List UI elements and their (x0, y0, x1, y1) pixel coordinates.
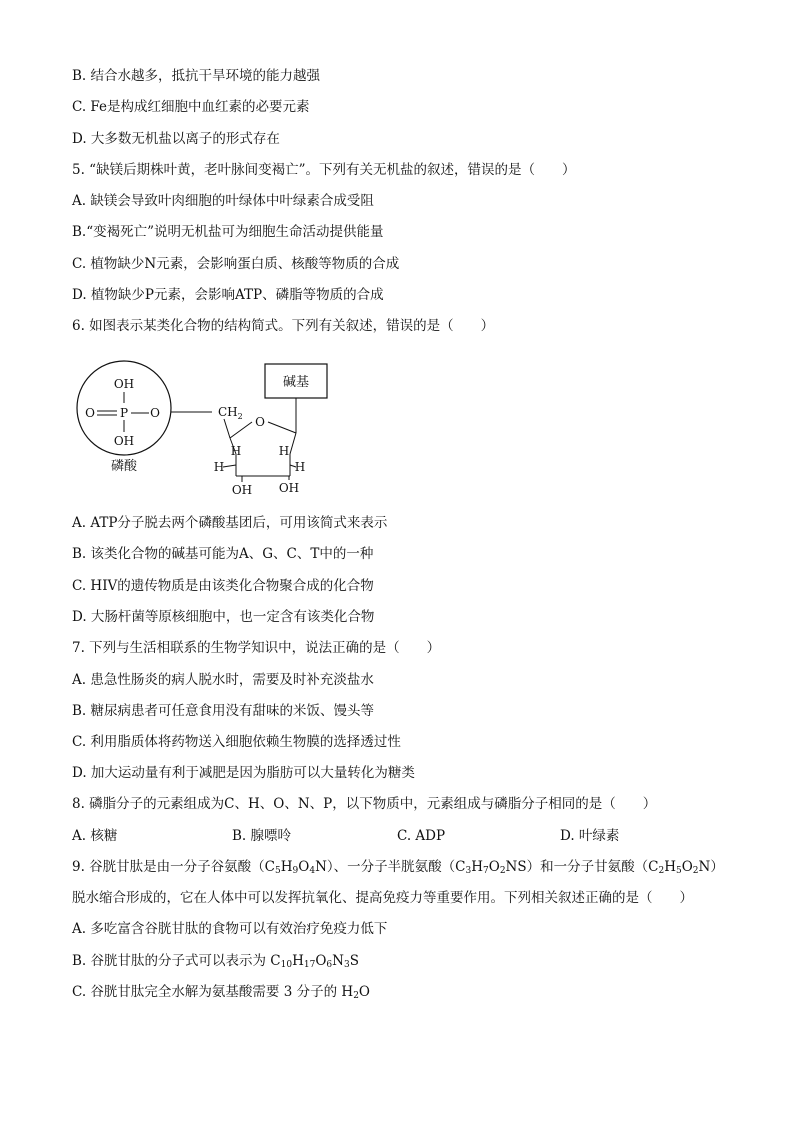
phosphate-oh-top: OH (113, 377, 135, 391)
water-formula: $H_2O$ (341, 984, 370, 1001)
q6-stem: 6. 如图表示某类化合物的结构简式。下列有关叙述，错误的是（ ） (72, 318, 495, 334)
q6-option-c: C. HIV的遗传物质是由该类化合物聚合成的化合物 (72, 578, 374, 594)
ch2-label: $CH_2$ (218, 405, 243, 421)
q9-stem-line1: 9. 谷胱甘肽是由一分子谷氨酸$(C_5H_9O_4N)$、一分子半胱氨酸$(C_3H_7O_2NS)$和一分子甘氨酸$(C_2H_5O_2N)$ (72, 859, 724, 876)
phosphate-caption: 磷酸 (110, 459, 138, 474)
q4-option-d: D. 大多数无机盐以离子的形式存在 (72, 131, 280, 147)
glutamate-formula: $C_5H_9O_4N$ (264, 859, 327, 876)
q6-option-a: A. ATP分子脱去两个磷酸基团后，可用该简式来表示 (72, 515, 388, 531)
q5-option-b: B.“变褐死亡”说明无机盐可为细胞生命活动提供能量 (72, 224, 384, 240)
q8-option-c: C. ADP (397, 828, 446, 844)
q5-stem: 5. “缺镁后期株叶黄，老叶脉间变褐亡”。下列有关无机盐的叙述，错误的是（ ） (72, 162, 576, 178)
phosphate-o-right: O (150, 406, 160, 420)
q5-option-c: C. 植物缺少N元素，会影响蛋白质、核酸等物质的合成 (72, 256, 400, 272)
q4-option-b: B. 结合水越多，抵抗干旱环境的能力越强 (72, 68, 321, 84)
q8-option-a: A. 核糖 (72, 828, 118, 844)
h-right-upper: H (278, 444, 290, 458)
oh-left: OH (231, 483, 253, 497)
q7-option-c: C. 利用脂质体将药物送入细胞依赖生物膜的选择透过性 (72, 734, 401, 750)
phosphate-p: P (119, 406, 129, 420)
h-right-lower: H (294, 460, 306, 474)
q4-option-c: C. Fe是构成红细胞中血红素的必要元素 (72, 99, 310, 115)
q7-option-b: B. 糖尿病患者可任意食用没有甜味的米饭、馒头等 (72, 703, 375, 719)
q7-stem: 7. 下列与生活相联系的生物学知识中，说法正确的是（ ） (72, 640, 441, 656)
base-label: 碱基 (282, 375, 310, 390)
q9-stem-line2: 脱水缩合形成的，它在人体中可以发挥抗氧化、提高免疫力等重要作用。下列相关叙述正确的是（ ） (72, 890, 693, 906)
q9-option-c: C. 谷胱甘肽完全水解为氨基酸需要 3 分子的 $H_2O$ (72, 984, 370, 1001)
phosphate-o-left: O (85, 406, 95, 420)
h-left-upper: H (230, 444, 242, 458)
q5-option-a: A. 缺镁会导致叶肉细胞的叶绿体中叶绿素合成受阻 (72, 193, 374, 209)
q7-option-d: D. 加大运动量有利于减肥是因为脂肪可以大量转化为糖类 (72, 765, 415, 781)
h-left-lower: H (213, 460, 225, 474)
q8-option-d: D. 叶绿素 (560, 828, 620, 844)
phosphate-oh-bottom: OH (113, 434, 135, 448)
oh-right: OH (278, 481, 300, 495)
q9-option-b: B. 谷胱甘肽的分子式可以表示为 $C_{10}H_{17}O_6N_3S$ (72, 953, 359, 970)
q5-option-d: D. 植物缺少P元素，会影响ATP、磷脂等物质的合成 (72, 287, 384, 303)
glutathione-formula: $C_{10}H_{17}O_6N_3S$ (270, 953, 359, 970)
ring-oxygen: O (255, 415, 265, 429)
q9-option-a: A. 多吃富含谷胱甘肽的食物可以有效治疗免疫力低下 (72, 921, 388, 937)
nucleotide-structure-diagram (70, 356, 340, 506)
glycine-formula: $C_2H_5O_2N$ (648, 859, 711, 876)
q7-option-a: A. 患急性肠炎的病人脱水时，需要及时补充淡盐水 (72, 672, 374, 688)
cysteine-formula: $C_3H_7O_2NS$ (455, 859, 527, 876)
q8-stem: 8. 磷脂分子的元素组成为C、H、O、N、P，以下物质中，元素组成与磷脂分子相同的是（ ） (72, 796, 657, 812)
q8-option-b: B. 腺嘌呤 (232, 828, 292, 844)
q6-option-b: B. 该类化合物的碱基可能为A、G、C、T中的一种 (72, 546, 374, 562)
q6-option-d: D. 大肠杆菌等原核细胞中，也一定含有该类化合物 (72, 609, 375, 625)
